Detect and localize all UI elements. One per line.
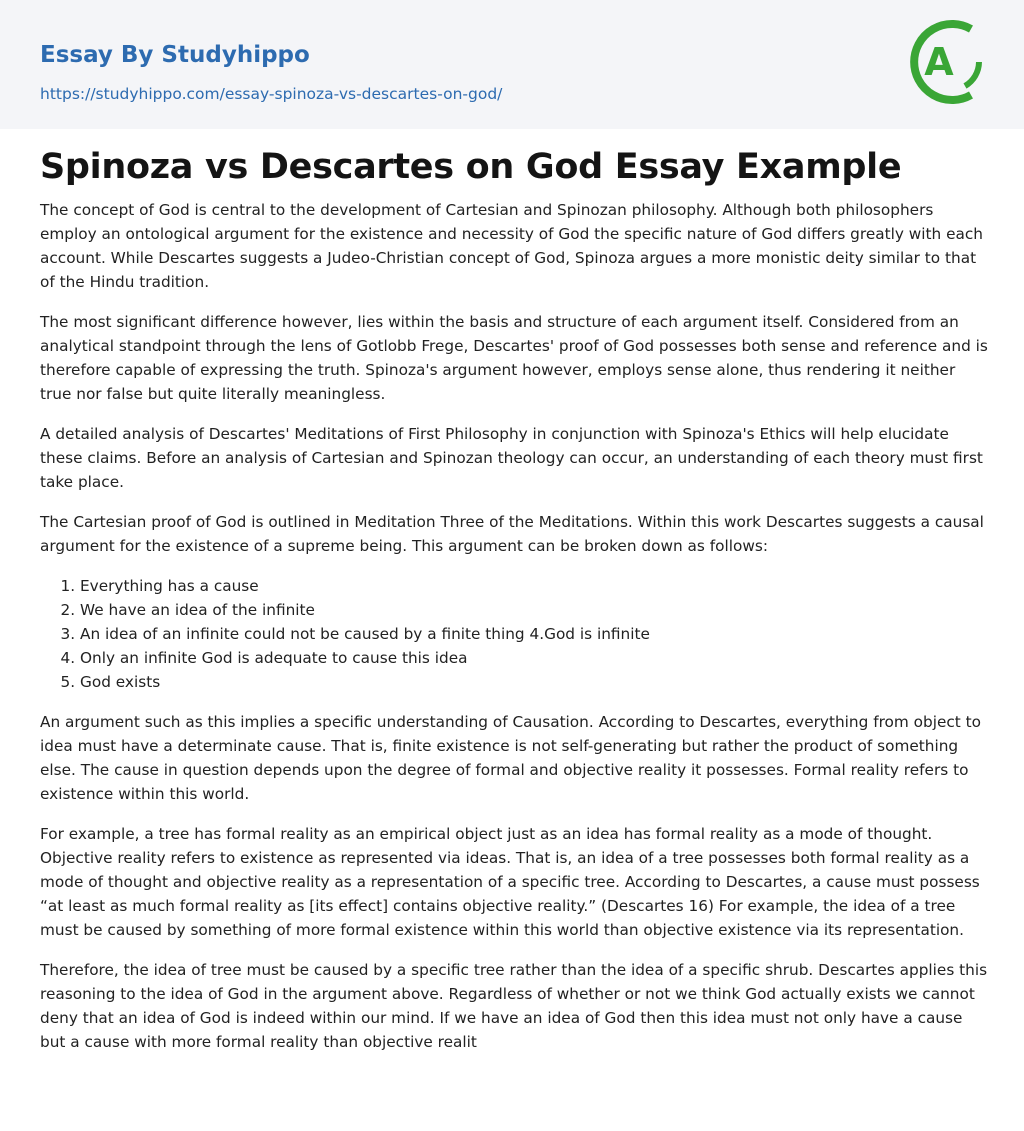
- logo-letter: A: [924, 40, 954, 84]
- list-item: 5. God exists: [80, 670, 990, 694]
- paragraph: An argument such as this implies a specific understanding of Causation. According to Descartes, everything from object to idea must have a determinate cause. That is, finite existence is not self-generating but rather the product of something else. The cause in question depends upon the degree of formal and objective reality it possesses. Formal reality refers to existence within this world.: [40, 713, 982, 803]
- paragraph: The Cartesian proof of God is outlined in Meditation Three of the Meditations. Within this work Descartes suggests a causal argument for the existence of a supreme being. This argument can be broken down as follows:: [40, 513, 984, 555]
- page-url-link[interactable]: https://studyhippo.com/essay-spinoza-vs-descartes-on-god/: [40, 85, 503, 103]
- paragraph: A detailed analysis of Descartes' Meditations of First Philosophy in conjunction with Spinoza's Ethics will help elucidate these claims. Before an analysis of Cartesian and Spinozan theology can occur, an understanding of each theory must first take place.: [40, 425, 983, 491]
- paragraph: The concept of God is central to the development of Cartesian and Spinozan philosophy. Although both philosophers employ an ontological argument for the existence and necessity of God the specific nature of God differs greatly with each account. While Descartes suggests a Judeo-Christian concept of God, Spinoza argues a more monistic deity similar to that of the Hindu tradition.: [40, 201, 983, 291]
- argument-list: [40, 574, 990, 694]
- article-title: Spinoza vs Descartes on God Essay Example: [40, 147, 902, 187]
- list-item: 3. An idea of an infinite could not be caused by a finite thing 4.God is infinite: [80, 622, 990, 646]
- list-item: 4. Only an infinite God is adequate to cause this idea: [80, 646, 990, 670]
- list-item: 2. We have an idea of the infinite: [80, 598, 990, 622]
- brand-title[interactable]: Essay By Studyhippo: [40, 42, 310, 68]
- paragraph: The most significant difference however, lies within the basis and structure of each argument itself. Considered from an analytical standpoint through the lens of Gotlobb Frege, Descartes' proof of God possesses both sense and reference and is therefore capable of expressing the truth. Spinoza's argument however, employs sense alone, thus rendering it neither true nor false but quite literally meaningless.: [40, 313, 988, 403]
- studyhippo-logo-icon[interactable]: [907, 18, 987, 106]
- article-body: [40, 143, 990, 1070]
- paragraph: Therefore, the idea of tree must be caused by a specific tree rather than the idea of a specific shrub. Descartes applies this reasoning to the idea of God in the argument above. Regardless of whether or not we think God actually exists we cannot deny that an idea of God is indeed within our mind. If we have an idea of God then this idea must not only have a cause but a cause with more formal reality than objective realit: [40, 961, 988, 1051]
- site-header: [0, 0, 1024, 129]
- paragraph: For example, a tree has formal reality as an empirical object just as an idea has formal reality as a mode of thought. Objective reality refers to existence as represented via ideas. That is, an idea of a tree possesses both formal reality as a mode of thought and objective reality as a representation of a specific tree. According to Descartes, a cause must possess “at least as much formal reality as [its effect] contains objective reality.” (Descartes 16) For example, the idea of a tree must be caused by something of more formal existence within this world than objective existence via its representation.: [40, 825, 980, 939]
- list-item: 1. Everything has a cause: [80, 574, 990, 598]
